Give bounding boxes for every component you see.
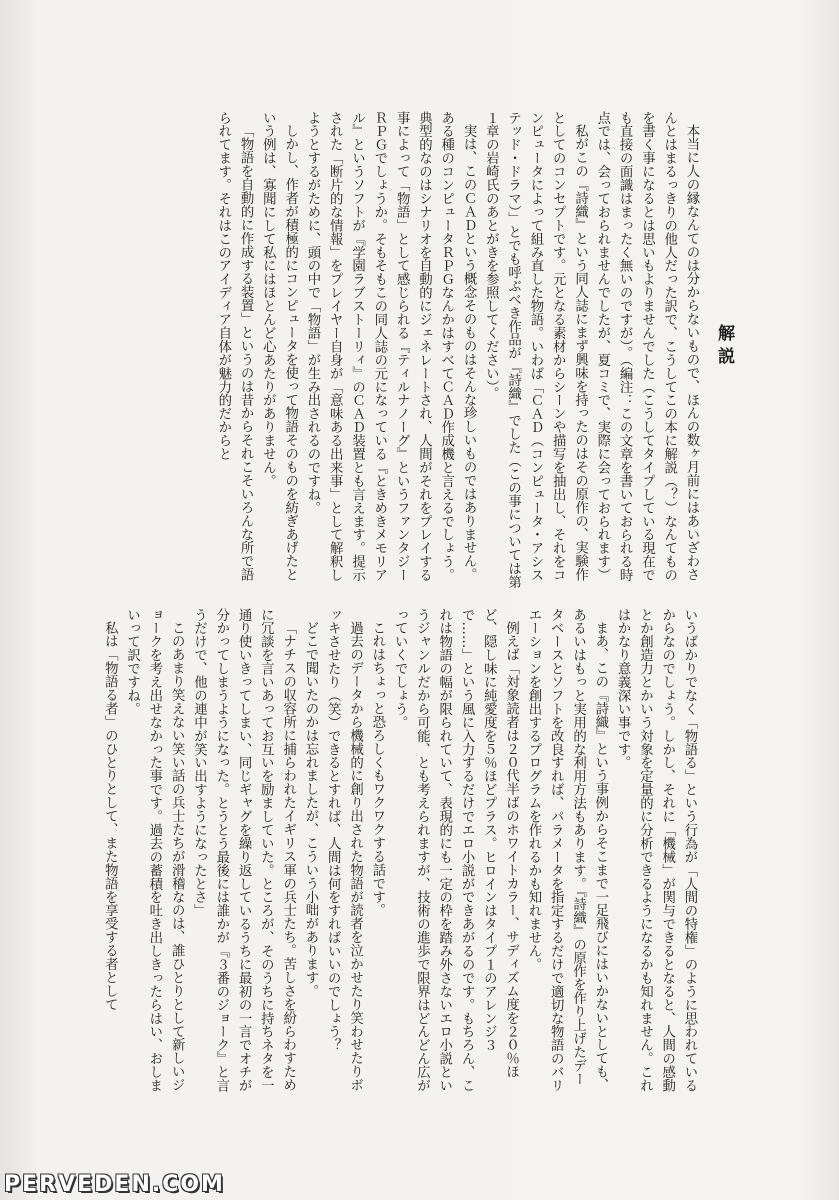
paragraph: いうばかりでなく「物語る」という行為が「人間の特権」のように思われているからなのでしょう。しかし、それに「機械」が関与できるとなると、人間の感動とか創造力とかいう対象を定量的に分析できるようになるかも知れません。これはかなり意義深い事です。	[615, 608, 697, 1093]
paragraph: 例えば「対象読者は２０代半ばのホワイトカラー、サディズム度を２０％ほど、隠し味に純愛度を５％ほどプラス。ヒロインはタイプ１のアレンジ３で……」という風に入力するだけでエロ小説ができあがるのです。もちろん、これは物語の幅が限られていて、表現的にも一定の枠を踏み外さないエロ小説というジャンルだから可能、とも考えられますが、技術の進歩で限界はどんどん広がっていくでしょう。	[392, 608, 519, 1093]
text-block-lower	[104, 608, 700, 1096]
paragraph: 過去のデータから機械的に創り出された物語が読者を泣かせたり笑わせたりボッキさせたり（笑）できるとすれば、人間は何をすればいいのでしょう？	[325, 608, 363, 1093]
paragraph: しかし、作者が積極的にコンピュータを使って物語そのものを紡ぎあげたという例は、寡聞にして私にはほとんど心あたりがありません。	[260, 111, 298, 582]
paragraph: これはちょっと恐ろしくもワクワクする話です。	[369, 621, 385, 918]
paragraph: 「物語を自動的に作成する装置」というのは昔からそれこそいろんな所で語られてます。それはこのアイディア自体が魅力的だからと	[215, 111, 254, 582]
paragraph: どこで聞いたのかは忘れましたが、こういう小咄があります。	[302, 621, 318, 998]
paragraph: 私がこの『詩織』という同人誌にまず興味を持ったのはその原作の、実験作としてのコンセプトです。元となる素材からシーンや描写を抽出し、それをコンピュータによって組み直した物語。いわば「ＣＡＤ（コンピュータ・アシステッド・ドラマ）」とでも呼ぶべき作品が『詩織』でした（この事については第１章の岩崎氏のあとがきを参照してください）。	[483, 111, 588, 589]
paragraph: 「ナチスの収容所に捕らわれたイギリス軍の兵士たち。苦しさを紛らわすために冗談を言いあってお互いを励ましていた。ところが、そのうちに持ちネタを一通り使いきってしまい、同じギャグを繰り返しているうちに最初の一言でオチが分かってしまうようになった。とうとう最後には誰かが『３番のジョーク』と言うだけで、他の連中が笑い出すようになったとさ」	[191, 608, 296, 1093]
paragraph: まあ、この『詩織』という事例からそこまで一足飛びにはいかないとしても、あるいはもっと実用的な利用方法もあります。『詩織』の原作を作り上げたデータベースとソフトを改良すれば、パラメータを指定するだけで適切な物語のバリエーションを創出するプログラムを作れるかも知れません。	[525, 608, 608, 1093]
paragraph: このあまり笑えない笑い話の兵士たちが滑稽なのは、誰ひとりとして新しいジョークを考え出せなかった事です。過去の蓄積を吐き出しきったらはい、おしまいって訳ですね。	[124, 608, 185, 1093]
paragraph: 実は、このＣＡＤという概念そのものはそんな珍しいものではありません。ある種のコンピュータＲＰＧなんかはすべてＣＡＤ作成機と言えるでしょう。典型的なのはシナリオを自動的にジェネレートされ、人間がそれをプレイする事によって「物語」として感じられる『ティルナノーグ』というファンタジーＲＰＧでしょうか。そもそもこの同人誌の元になっている『ときめきメモリアル』というソフトが『学園ラブストーリィ』のＣＡＤ装置とも言えます。提示された「断片的な情報」をプレイヤー自身が「意味ある出来事」として解釈しようとするがために、頭の中で「物語」が生み出されるのですね。	[304, 111, 477, 582]
paragraph: 本当に人の縁なんてのは分からないもので、ほんの数ヶ月前にはあいざわさんとはまるっきりの他人だった訳で、こうしてこの本に解説（？）なんてものを書く事になるとは思いもよりませんでした（こうしてタイプしている現在でも直接の面識はまったく無いのですが）。（編注：この文章を書いておられる時点では、会っておられませんでしたが、夏コミで、実際に会っておられます）	[594, 111, 699, 582]
paragraph: 私は「物語る者」のひとりとして、また物語を享受する者として	[102, 621, 118, 1012]
watermark-logo: PERVEDEN.COM	[4, 1172, 225, 1197]
section-heading: 解説	[714, 324, 734, 370]
text-block-upper	[116, 111, 702, 591]
